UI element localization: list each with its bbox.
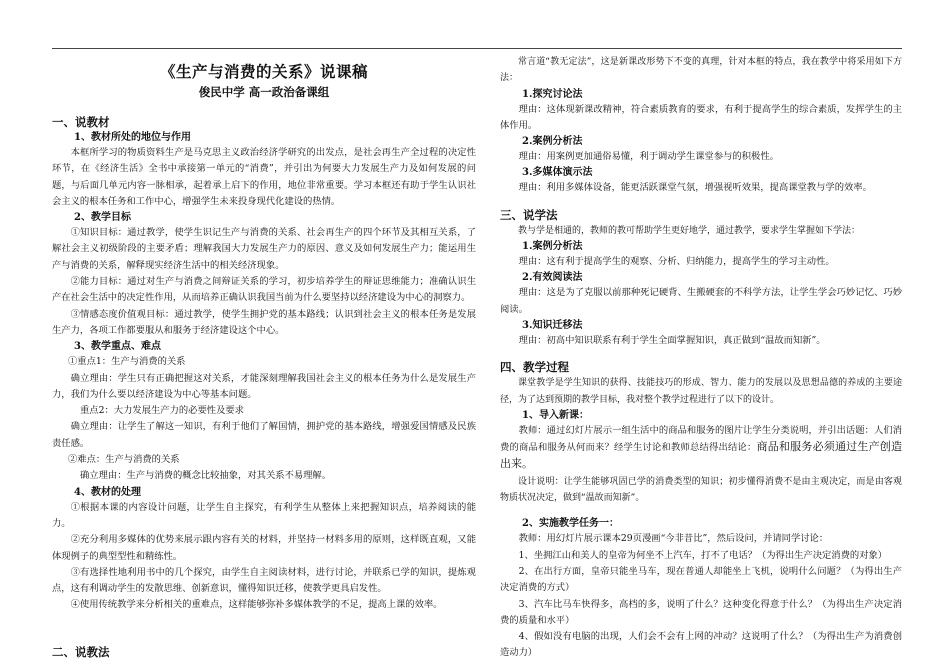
- method-3-heading: 3.多媒体演示法: [522, 167, 593, 179]
- process-1-text-a: 教师：通过幻灯片展示一组生活中的商品和服务的图片让学生分类说明，并引出话题：人们消费的商品和服务从何而来？经学生讨论和教师总结得出结论：: [500, 424, 902, 454]
- process-1-text: [500, 423, 902, 474]
- method-2-text: 理由：用案例更加通俗易懂，利于调动学生课堂参与的积极性。: [518, 151, 779, 163]
- processing-item-3: ③有选择性地利用书中的几个探究，由学生自主阅读材料，进行讨论，并联系已学的知识，提炼观点，这有利调动学生的发散思维、创新意识，懂得知识迁移，使教学更具启发性。: [52, 566, 476, 595]
- paragraph-position: 本框所学习的物质资料生产是马克思主义政治经济学研究的出发点，是社会再生产全过程的决定性环节，在《经济生活》全书中承接第一单元的“消费”，并引出为何要大力发展生产力及如何发展的问题，与后面几单元内容一脉相承，起着承上启下的作用，地位非常重要。学习本框还有助于学生认识社会主义的根本任务和工作中心，增强学生未来投身现代化建设的热情。: [52, 147, 476, 207]
- paragraph-goal-attitude: ③情感态度价值观目标：通过教学，使学生拥护党的基本路线；认识到社会主义的根本任务是发展生产力，各项工作都要服从和服务于经济建设这个中心。: [52, 308, 476, 336]
- key-point-1-reason: 确立理由：学生只有正确把握这对关系，才能深刻理解我国社会主义的根本任务为什么是发展生产力，我们为什么要以经济建设为中心等基本问题。: [52, 372, 476, 400]
- key-point-2-title: 重点2：大力发展生产力的必要性及要求: [80, 405, 244, 417]
- subheading-key-points: 3、教学重点、难点: [74, 341, 161, 353]
- learning-2-heading: 2.有效阅读法: [522, 272, 583, 284]
- difficulty-reason: 确立理由：生产与消费的概念比较抽象，对其关系不易理解。: [80, 470, 332, 482]
- learning-1-text: 理由：这有利于提高学生的观察、分析、归纳能力，提高学生的学习主动性。: [518, 256, 835, 268]
- subheading-goals: 2、教学目标: [74, 212, 131, 224]
- process-1-design-note: 设计说明：让学生能够巩固已学的消费类型的知识；初步懂得消费不是由主观决定，而是由客观物质状况决定，做到“温故而知新”。: [500, 476, 902, 504]
- process-intro: 课堂教学是学生知识的获得、技能技巧的形成、智力、能力的发展以及思想品德的养成的主要途径，为了达到预期的教学目标，我对整个教学过程进行了以下的设计。: [500, 378, 902, 405]
- paragraph-goal-ability: ②能力目标：通过对生产与消费之间辩证关系的学习，初步培养学生的辩证思维能力；准确认识生产在社会生活中的决定性作用，从而培养正确认识我国当前为什么要坚持以经济建设为中心的洞察力。: [52, 276, 476, 304]
- processing-item-2: ②充分利用多媒体的优势来展示跟内容有关的材料，并坚持一材料多用的原则，这样既直观，又能体现例子的典型型性和精练性。: [52, 534, 476, 562]
- right-column: [500, 54, 902, 662]
- question-3: 3、汽车比马车快得多，高档的多，说明了什么？这种变化得意于什么？（为得出生产决定消费的质量和水平）: [500, 598, 902, 626]
- section-heading-textbook: 一、说教材: [52, 115, 110, 129]
- process-2-heading: 2、实施教学任务一：: [522, 518, 619, 530]
- method-3-text: 理由：利用多媒体设备，能更活跃课堂气氛，增强视听效果，提高课堂教与学的效率。: [518, 182, 872, 194]
- section-heading-process: 四、教学过程: [500, 360, 569, 375]
- subheading-position: 1、教材所处的地位与作用: [74, 132, 191, 143]
- learning-intro: 教与学是相通的，教师的教可帮助学生更好地学，通过教学，要求学生掌握如下学法：: [518, 225, 861, 236]
- question-4: 4、假如没有电脑的出现，人们会不会有上网的冲动？这说明了什么？（为得出生产为消费创造动力）: [500, 631, 902, 659]
- top-rule: [52, 48, 902, 49]
- learning-3-text: 理由：初高中知识联系有利于学生全面掌握知识，真正做到“温故而知新”。: [518, 334, 826, 346]
- processing-item-1: ①根据本课的内容设计问题，让学生自主探究，有利学生从整体上来把握知识点，培养阅读的能力。: [52, 501, 476, 529]
- question-2: 2、在出行方面，皇帝只能坐马车，现在普通人却能坐上飞机，说明什么问题？（为得出生产决定消费的方式）: [500, 565, 902, 594]
- method-1-text: 理由：这体现新课改精神，符合素质教育的要求，有利于提高学生的综合素质，发挥学生的主体作用。: [500, 103, 902, 131]
- processing-item-4: ④使用传统教学来分析相关的重难点，这样能够弥补多媒体教学的不足，提高上课的效率。: [70, 599, 443, 611]
- question-1: 1、坐拥江山和美人的皇帝为何坐不上汽车，打不了电话？（为得出生产决定消费的对象）: [518, 549, 888, 561]
- learning-1-heading: 1.案例分析法: [522, 241, 583, 253]
- key-point-2-reason: 确立理由：让学生了解这一知识，有利于他们了解国情，拥护党的基本路线，增强爱国情感及民族责任感。: [52, 421, 476, 449]
- difficulty-title: ②难点：生产与消费的关系: [68, 454, 180, 466]
- section-heading-learning: 三、说学法: [500, 207, 558, 222]
- process-1-conclusion: 商品和服务必须通过生产创造出来。: [500, 440, 902, 471]
- process-1-heading: 1、导入新课：: [522, 409, 589, 421]
- subheading-processing: 4、教材的处理: [74, 486, 141, 498]
- learning-3-heading: 3.知识迁移法: [522, 319, 583, 331]
- section-heading-methods: 二、说教法: [52, 644, 110, 659]
- document-title: 《生产与消费的关系》说课稿: [159, 62, 368, 81]
- methods-intro: 常言道“教无定法”，这是新课改形势下不变的真理，针对本框的特点，我在教学中将采用如下方法：: [500, 57, 902, 84]
- paragraph-goal-knowledge: ①知识目标：通过教学，使学生识记生产与消费的关系、社会再生产的四个环节及其相互关系，了解社会主义初级阶段的主要矛盾；理解我国大力发展生产力的原因、意义及如何发展生产力；能运用生产与消费的关系，解释现实经济生活中的相关经济现象。: [52, 227, 476, 271]
- left-column: [52, 54, 476, 660]
- method-2-heading: 2.案例分析法: [522, 136, 583, 148]
- document-subtitle: 俊民中学 高一政治备课组: [198, 85, 330, 99]
- method-1-heading: 1.探究讨论法: [522, 88, 583, 100]
- learning-2-text: 理由：这是为了克服以前那种死记硬背、生搬硬套的不科学方法，让学生学会巧妙记忆、巧妙阅读。: [500, 287, 902, 315]
- process-2-text: 教师：用幻灯片展示课本29页漫画“今非昔比”，然后设问，并请同学讨论：: [518, 533, 829, 545]
- key-point-1-title: ①重点1：生产与消费的关系: [68, 356, 186, 368]
